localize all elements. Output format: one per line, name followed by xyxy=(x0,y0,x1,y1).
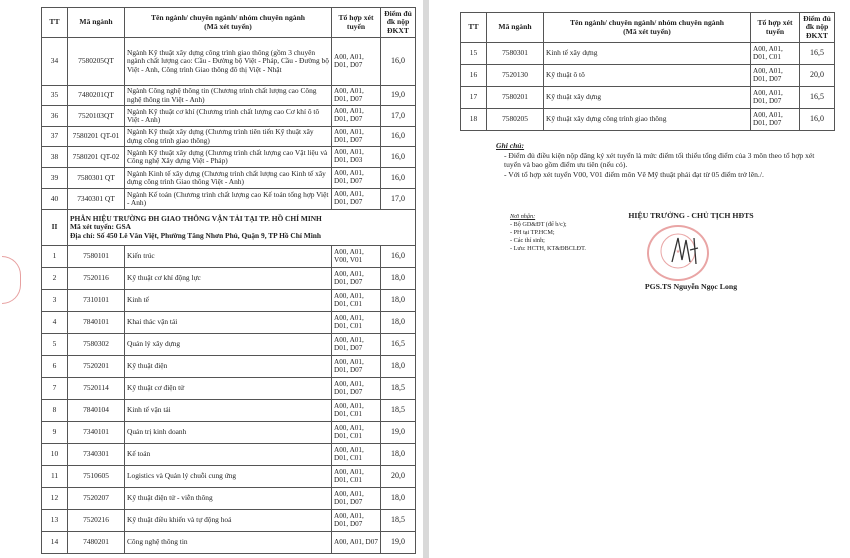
col-combo: Tổ hợp xét tuyển xyxy=(751,13,800,43)
recipients-block xyxy=(510,213,586,253)
cell-code: 7520130 xyxy=(487,65,544,87)
cell-name: Kỹ thuật điện xyxy=(125,356,332,378)
cell-name: Kỹ thuật cơ khí động lực xyxy=(125,268,332,290)
col-tt: TT xyxy=(42,8,68,38)
cell-combo: A00, A01, D01, C01 xyxy=(332,466,381,488)
cell-code: 7340101 xyxy=(68,422,125,444)
cell-code: 7520216 xyxy=(68,510,125,532)
right-page xyxy=(429,0,850,558)
table-row xyxy=(42,246,416,268)
cell-tt: 37 xyxy=(42,127,68,147)
recipient-4: - Lưu: HCTH, KT&ĐBCLĐT. xyxy=(510,245,586,252)
col-code: Mã ngành xyxy=(487,13,544,43)
cell-score: 18,0 xyxy=(381,312,416,334)
cell-tt: 12 xyxy=(42,488,68,510)
cell-tt: 10 xyxy=(42,444,68,466)
cell-score: 19,0 xyxy=(381,532,416,554)
col-name: Tên ngành/ chuyên ngành/ nhóm chuyên ngành (Mã xét tuyển) xyxy=(125,8,332,38)
col-score: Điểm đủ đk nộp ĐKXT xyxy=(800,13,835,43)
table-row xyxy=(42,444,416,466)
cell-tt: 15 xyxy=(461,43,487,65)
col-score: Điểm đủ đk nộp ĐKXT xyxy=(381,8,416,38)
col-name: Tên ngành/ chuyên ngành/ nhóm chuyên ngành (Mã xét tuyển) xyxy=(544,13,751,43)
section-number: II xyxy=(42,210,68,246)
recipients-heading: Nơi nhận: xyxy=(510,213,536,220)
cell-tt: 5 xyxy=(42,334,68,356)
table-row xyxy=(42,532,416,554)
cell-code: 7580201 xyxy=(487,87,544,109)
cell-name: Kỹ thuật cơ điện tử xyxy=(125,378,332,400)
cell-name: Kỹ thuật ô tô xyxy=(544,65,751,87)
recipient-2: - PH tại TP.HCM; xyxy=(510,229,555,236)
cell-code: 7480201 xyxy=(68,532,125,554)
cell-name: Quản trị kinh doanh xyxy=(125,422,332,444)
cell-combo: A00, A01, D01, D07 xyxy=(332,106,381,127)
cell-code: 7340301 xyxy=(68,444,125,466)
cell-tt: 34 xyxy=(42,38,68,86)
cell-score: 16,0 xyxy=(381,127,416,147)
table-row xyxy=(461,109,835,131)
cell-tt: 4 xyxy=(42,312,68,334)
cell-name: Logistics và Quản lý chuỗi cung ứng xyxy=(125,466,332,488)
cell-tt: 35 xyxy=(42,86,68,106)
table-header-row xyxy=(42,8,416,38)
cell-code: 7580302 xyxy=(68,334,125,356)
cell-code: 7340301 QT xyxy=(68,189,125,210)
section-block xyxy=(42,210,416,246)
table-row xyxy=(42,466,416,488)
cell-score: 17,0 xyxy=(381,189,416,210)
cell-code: 7520207 xyxy=(68,488,125,510)
cell-combo: A00, A01, D01, D07 xyxy=(332,168,381,189)
table-row xyxy=(42,168,416,189)
cell-code: 7520114 xyxy=(68,378,125,400)
cell-combo: A00, A01, D01, D07 xyxy=(332,510,381,532)
cell-combo: A00, A01, D01, D07 xyxy=(332,189,381,210)
table-row xyxy=(42,106,416,127)
table-row xyxy=(42,400,416,422)
notes-block xyxy=(496,141,816,180)
cell-code: 7520103QT xyxy=(68,106,125,127)
cell-tt: 6 xyxy=(42,356,68,378)
cell-code: 7580301 QT xyxy=(68,168,125,189)
cell-tt: 2 xyxy=(42,268,68,290)
table-row xyxy=(42,86,416,106)
cell-tt: 3 xyxy=(42,290,68,312)
cell-combo: A00, A01, D07 xyxy=(332,532,381,554)
table-row xyxy=(42,38,416,86)
cell-combo: A00, A01, D01, C01 xyxy=(332,444,381,466)
col-combo: Tổ hợp xét tuyển xyxy=(332,8,381,38)
cell-tt: 1 xyxy=(42,246,68,268)
note-2: - Với tổ hợp xét tuyển V00, V01 điểm môn Vẽ Mỹ thuật phải đạt từ 05 điểm trở lên./. xyxy=(504,170,764,179)
table-row xyxy=(461,65,835,87)
cell-score: 18,0 xyxy=(381,268,416,290)
cell-score: 18,0 xyxy=(381,444,416,466)
cell-tt: 11 xyxy=(42,466,68,488)
cell-tt: 17 xyxy=(461,87,487,109)
col-code: Mã ngành xyxy=(68,8,125,38)
cell-score: 18,5 xyxy=(381,378,416,400)
cell-combo: A00, A01, D01, D07 xyxy=(332,488,381,510)
cell-name: Kinh tế vận tải xyxy=(125,400,332,422)
cell-combo: A00, A01, D01, D07 xyxy=(332,378,381,400)
table-row xyxy=(42,334,416,356)
table-body-lower xyxy=(42,246,416,554)
cell-name: Khai thác vận tải xyxy=(125,312,332,334)
cell-combo: A00, A01, D01, D07 xyxy=(751,65,800,87)
cell-tt: 7 xyxy=(42,378,68,400)
cell-tt: 39 xyxy=(42,168,68,189)
svg-text:★: ★ xyxy=(675,249,681,255)
cell-code: 7480201QT xyxy=(68,86,125,106)
cell-score: 16,0 xyxy=(381,147,416,168)
section-code: Mã xét tuyển: GSA xyxy=(70,222,131,232)
table-body-upper xyxy=(42,38,416,210)
table-row xyxy=(461,43,835,65)
section-title: PHÂN HIỆU TRƯỜNG ĐH GIAO THÔNG VẬN TẢI TẠI TP. HỒ CHÍ MINH xyxy=(70,214,322,224)
table-row xyxy=(42,422,416,444)
edge-stamp xyxy=(2,256,21,304)
left-page xyxy=(0,0,423,558)
cell-combo: A00, A01, D01, D07 xyxy=(332,356,381,378)
cell-score: 16,0 xyxy=(800,109,835,131)
table-row xyxy=(42,356,416,378)
cell-name: Kỹ thuật xây dựng công trình giao thông xyxy=(544,109,751,131)
table-row xyxy=(42,147,416,168)
cell-tt: 13 xyxy=(42,510,68,532)
table-row xyxy=(42,189,416,210)
table-row xyxy=(42,378,416,400)
cell-score: 18,5 xyxy=(381,400,416,422)
cell-name: Kế toán xyxy=(125,444,332,466)
cell-score: 18,0 xyxy=(381,356,416,378)
note-1: - Điểm đủ điều kiện nộp đăng ký xét tuyển là mức điểm tối thiểu tổng điểm của 3 môn theo tổ hợp xét tuyển và bao gồm điểm ưu tiên (nếu có). xyxy=(504,151,815,169)
cell-score: 16,5 xyxy=(381,334,416,356)
signature-icon xyxy=(668,232,708,268)
cell-combo: A00, A01, D01, D07 xyxy=(332,127,381,147)
cell-tt: 40 xyxy=(42,189,68,210)
cell-code: 7840101 xyxy=(68,312,125,334)
cell-combo: A00, A01, D01, C01 xyxy=(332,400,381,422)
cell-name: Kiến trúc xyxy=(125,246,332,268)
cell-score: 16,0 xyxy=(381,38,416,86)
cell-name: Ngành Kỹ thuật cơ khí (Chương trình chất lượng cao Cơ khí ô tô Việt - Anh) xyxy=(125,106,332,127)
notes-heading: Ghi chú: xyxy=(496,141,525,150)
recipient-3: - Các thí sinh; xyxy=(510,237,545,244)
cell-tt: 8 xyxy=(42,400,68,422)
table-row xyxy=(461,87,835,109)
section-address: Địa chỉ: Số 450 Lê Văn Việt, Phường Tăng Nhơn Phú, Quận 9, TP Hồ Chí Minh xyxy=(70,230,322,240)
cell-score: 16,5 xyxy=(800,43,835,65)
cell-name: Ngành Công nghệ thông tin (Chương trình chất lượng cao Công nghệ thông tin Việt - Anh) xyxy=(125,86,332,106)
cell-name: Ngành Kỹ thuật xây dựng công trình giao thông (gồm 3 chuyên ngành chất lượng cao: Cầu - Đường bộ Việt - Pháp, Cầu - Đường bộ Việt - Anh, Công trình Giao thông đô thị Việt - Nhật xyxy=(125,38,332,86)
cell-combo: A00, A01, D01, D07 xyxy=(751,109,800,131)
cell-tt: 18 xyxy=(461,109,487,131)
cell-name: Kinh tế xyxy=(125,290,332,312)
table-header-row xyxy=(461,13,835,43)
cell-combo: A00, A01, V00, V01 xyxy=(332,246,381,268)
cell-code: 7520116 xyxy=(68,268,125,290)
admission-table-left xyxy=(41,7,416,554)
cell-tt: 9 xyxy=(42,422,68,444)
cell-score: 16,0 xyxy=(381,168,416,189)
cell-score: 18,0 xyxy=(381,488,416,510)
cell-combo: A00, A01, D01, C01 xyxy=(751,43,800,65)
table-row xyxy=(42,268,416,290)
cell-combo: A00, A01, D01, C01 xyxy=(332,422,381,444)
cell-code: 7310101 xyxy=(68,290,125,312)
cell-tt: 16 xyxy=(461,65,487,87)
cell-score: 19,0 xyxy=(381,86,416,106)
cell-name: Kỹ thuật xây dựng xyxy=(544,87,751,109)
cell-name: Ngành Kế toán (Chương trình chất lượng cao Kế toán tổng hợp Việt - Anh) xyxy=(125,189,332,210)
cell-combo: A00, A01, D01, D07 xyxy=(332,86,381,106)
cell-combo: A00, A01, D01, C01 xyxy=(332,312,381,334)
cell-tt: 36 xyxy=(42,106,68,127)
col-tt: TT xyxy=(461,13,487,43)
cell-score: 17,0 xyxy=(381,106,416,127)
table-row xyxy=(42,290,416,312)
cell-name: Ngành Kỹ thuật xây dựng (Chương trình tiên tiến Kỹ thuật xây dựng công trình giao thông) xyxy=(125,127,332,147)
cell-score: 18,5 xyxy=(381,510,416,532)
recipient-1: - Bộ GD&ĐT (để b/c); xyxy=(510,221,567,228)
table-row xyxy=(42,312,416,334)
cell-name: Kỹ thuật điều khiển và tự động hoá xyxy=(125,510,332,532)
cell-name: Ngành Kinh tế xây dựng (Chương trình chất lượng cao Kinh tế xây dựng công trình Giao thông Việt - Anh) xyxy=(125,168,332,189)
cell-score: 16,0 xyxy=(381,246,416,268)
cell-code: 7580201 QT-02 xyxy=(68,147,125,168)
cell-name: Kỹ thuật điện tử - viễn thông xyxy=(125,488,332,510)
cell-combo: A00, A01, D01, D07 xyxy=(332,268,381,290)
cell-code: 7580101 xyxy=(68,246,125,268)
cell-score: 18,0 xyxy=(381,290,416,312)
cell-combo: A00, A01, D01, D07 xyxy=(332,38,381,86)
cell-code: 7580201 QT-01 xyxy=(68,127,125,147)
signer-name: PGS.TS Nguyễn Ngọc Long xyxy=(644,282,738,291)
cell-score: 16,5 xyxy=(800,87,835,109)
cell-combo: A00, A01, D01, D07 xyxy=(751,87,800,109)
cell-tt: 38 xyxy=(42,147,68,168)
table-row xyxy=(42,127,416,147)
cell-combo: A00, A01, D01, D07 xyxy=(332,334,381,356)
cell-code: 7580205QT xyxy=(68,38,125,86)
cell-score: 19,0 xyxy=(381,422,416,444)
cell-name: Công nghệ thông tin xyxy=(125,532,332,554)
cell-code: 7580301 xyxy=(487,43,544,65)
table-row xyxy=(42,510,416,532)
cell-name: Ngành Kỹ thuật xây dựng (Chương trình chất lượng cao Vật liệu và Công nghệ Xây dựng Việt - Pháp) xyxy=(125,147,332,168)
cell-score: 20,0 xyxy=(381,466,416,488)
cell-combo: A00, A01, D01, C01 xyxy=(332,290,381,312)
table-row xyxy=(42,488,416,510)
cell-score: 20,0 xyxy=(800,65,835,87)
cell-name: Kinh tế xây dựng xyxy=(544,43,751,65)
cell-code: 7580205 xyxy=(487,109,544,131)
admission-table-right xyxy=(460,12,835,131)
cell-code: 7840104 xyxy=(68,400,125,422)
cell-combo: A00, A01, D01, D03 xyxy=(332,147,381,168)
section-row xyxy=(42,210,416,246)
section-info xyxy=(68,210,416,246)
cell-code: 7510605 xyxy=(68,466,125,488)
cell-name: Quản lý xây dựng xyxy=(125,334,332,356)
cell-tt: 14 xyxy=(42,532,68,554)
signer-title: HIỆU TRƯỞNG - CHỦ TỊCH HĐTS xyxy=(628,211,754,220)
table-body-right xyxy=(461,43,835,131)
cell-code: 7520201 xyxy=(68,356,125,378)
